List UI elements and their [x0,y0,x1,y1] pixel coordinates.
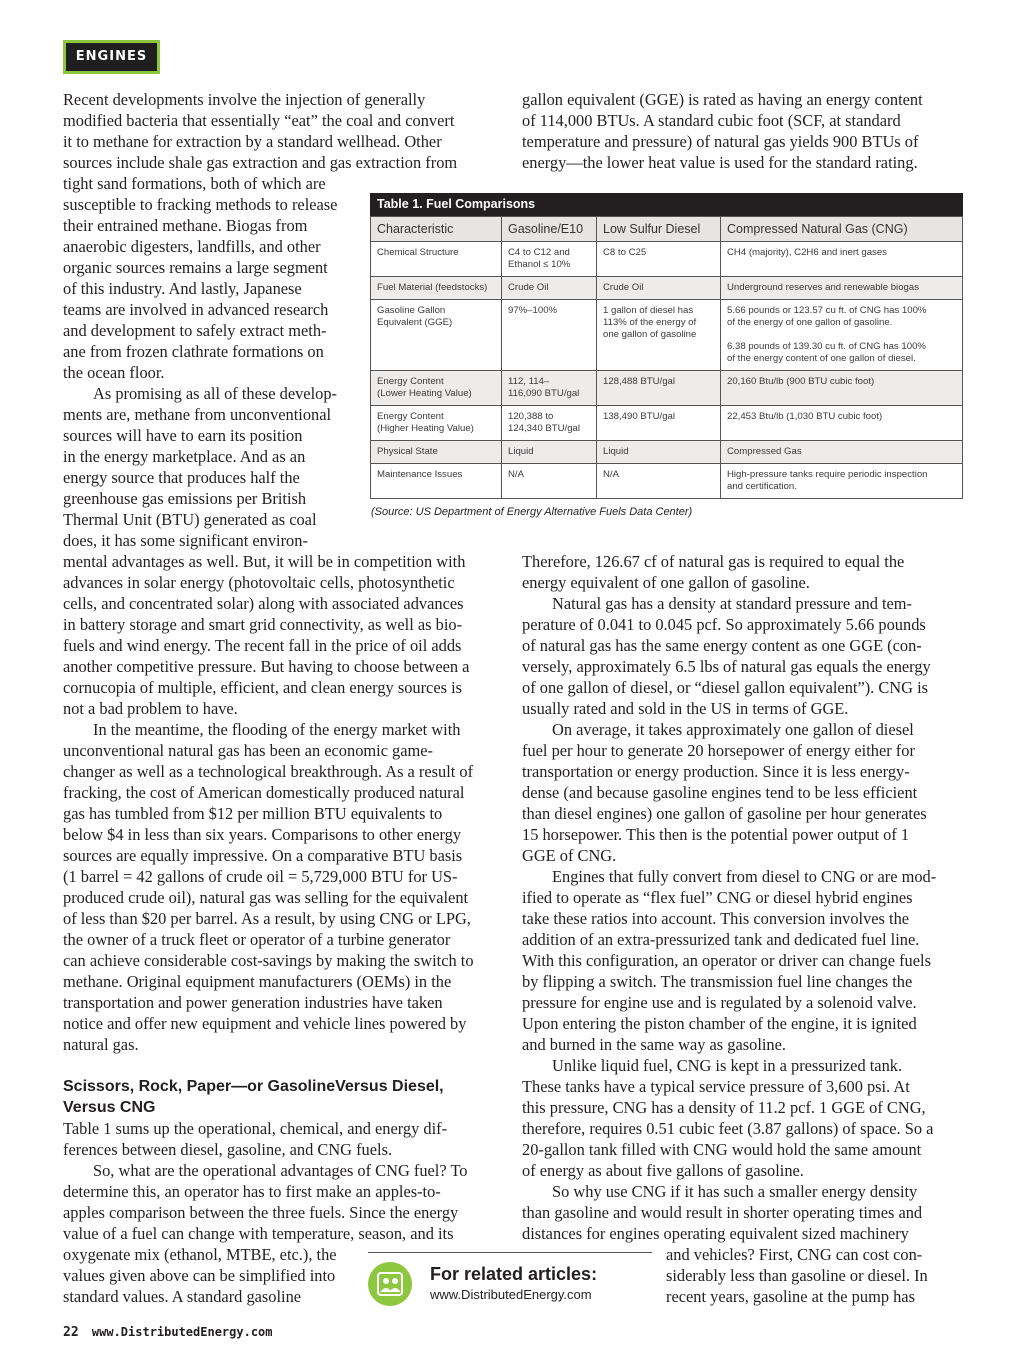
text-line: another competitive pressure. But having to choose between a [63,657,470,676]
text-line: advances in solar energy (photovoltaic cells, photosynthetic [63,573,455,592]
text-line: sources are equally impressive. On a comparative BTU basis [63,846,463,865]
text-line: With this configuration, an operator or driver can change fuels [522,951,931,970]
table-cell: 5.66 pounds or 123.57 cu ft. of CNG has 100% of the energy of one gallon of gasoline. 6.38 pounds of 139.30 cu ft. of CNG has 100% of the energy content of one gallon of diesel. [721,300,963,371]
fuel-comparison-table [370,193,962,499]
paragraph [522,551,942,593]
paragraph [522,866,960,1055]
text-line: determine this, an operator has to first make an apples-to- [63,1182,441,1201]
paragraph [63,1118,487,1160]
table-cell: Liquid [502,441,597,464]
text-line: Thermal Unit (BTU) generated as coal [63,510,317,529]
text-line: (1 barrel = 42 gallons of crude oil = 5,729,000 BTU for US- [63,867,458,886]
table-cell: 1 gallon of diesel has 113% of the energy of one gallon of gasoline [597,300,721,371]
table-cell: Fuel Material (feedstocks) [371,277,502,300]
text-line: can achieve considerable cost-savings by making the switch to [63,951,474,970]
table-cell: 20,160 Btu/lb (900 BTU cubic foot) [721,371,963,406]
text-line: in battery storage and smart grid connectivity, as well as bio- [63,615,463,634]
text-line: Therefore, 126.67 cf of natural gas is required to equal the [522,552,905,571]
text-line: therefore, requires 0.51 cubic feet (3.87 gallons) of space. So a [522,1119,934,1138]
table-cell: 128,488 BTU/gal [597,371,721,406]
text-line: of natural gas has the same energy content as one GGE (con- [522,636,922,655]
text-line: apples comparison between the three fuels. Since the energy [63,1203,459,1222]
paragraph [63,551,495,719]
table-cell: Maintenance Issues [371,464,502,499]
paragraph [63,173,353,383]
people-icon [368,1262,412,1306]
text-line: cells, and concentrated solar) along with associated advances [63,594,464,613]
text-line: not a bad problem to have. [63,699,238,718]
table-source: (Source: US Department of Energy Alternative Fuels Data Center) [371,506,693,518]
paragraph [63,89,491,173]
table-row [371,464,963,499]
table-cell: 138,490 BTU/gal [597,406,721,441]
paragraph [63,1160,487,1244]
text-line: Unlike liquid fuel, CNG is kept in a pressurized tank. [552,1056,903,1075]
table-cell: Liquid [597,441,721,464]
text-line: changer as well as a technological breakthrough. As a result of [63,762,474,781]
table-cell: N/A [597,464,721,499]
text-line: 15 horsepower. This then is the potential power output of 1 [522,825,910,844]
column-header: Gasoline/E10 [502,217,597,242]
table-cell: 97%–100% [502,300,597,371]
table-row [371,441,963,464]
text-line: mental advantages as well. But, it will be in competition with [63,552,466,571]
text-line: anaerobic digesters, landfills, and other [63,237,321,256]
text-line: standard values. A standard gasoline [63,1287,302,1306]
text-line: greenhouse gas emissions per British [63,489,307,508]
text-line: Engines that fully convert from diesel to CNG or are mod- [552,867,937,886]
table-cell: 120,388 to 124,340 BTU/gal [502,406,597,441]
text-line: ified to operate as “flex fuel” CNG or diesel hybrid engines [522,888,913,907]
text-line: dense (and because gasoline engines tend to be less efficient [522,783,918,802]
table-cell: Energy Content (Higher Heating Value) [371,406,502,441]
text-line: susceptible to fracking methods to release [63,195,338,214]
text-line: Versus Diesel, Versus CNG [63,1078,444,1116]
table-cell: Underground reserves and renewable biogas [721,277,963,300]
text-line: the owner of a truck fleet or operator of a turbine generator [63,930,451,949]
text-line: 20-gallon tank filled with CNG would hold the same amount [522,1140,922,1159]
paragraph [522,593,952,719]
text-line: perature of 0.041 to 0.045 pcf. So approximately 5.66 pounds [522,615,926,634]
text-line: These tanks have a typical service pressure of 3,600 psi. At [522,1077,910,1096]
text-line: organic sources remains a large segment [63,258,328,277]
text-line: Recent developments involve the injection of generally [63,90,426,109]
text-line: natural gas. [63,1035,139,1054]
text-line: oxygenate mix (ethanol, MTBE, etc.), the [63,1245,337,1264]
text-line: In the meantime, the flooding of the energy market with [93,720,461,739]
text-line: energy source that produces half the [63,468,300,487]
table-cell: Crude Oil [502,277,597,300]
text-line: siderably less than gasoline or diesel. In [666,1266,928,1285]
paragraph [522,89,946,173]
text-line: produced crude oil), natural gas was selling for the equivalent [63,888,469,907]
text-line: this pressure, CNG has a density of 11.2 pcf. 1 GGE of CNG, [522,1098,926,1117]
text-line: and burned in the same way as gasoline. [522,1035,786,1054]
text-line: by flipping a switch. The transmission fuel line changes the [522,972,913,991]
table-cell: 112, 114– 116,090 BTU/gal [502,371,597,406]
page-footer [63,1325,273,1340]
text-line: of 114,000 BTUs. A standard cubic foot (SCF, at standard [522,111,901,130]
table-cell: Crude Oil [597,277,721,300]
text-line: So why use CNG if it has such a smaller energy density [552,1182,918,1201]
table-cell: Gasoline Gallon Equivalent (GGE) [371,300,502,371]
table-row [371,300,963,371]
page-number: 22 [63,1325,79,1340]
text-line: teams are involved in advanced research [63,300,329,319]
text-line: energy—the lower heat value is used for the standard rating. [522,153,918,172]
table-cell: CH4 (majority), C2H6 and inert gases [721,242,963,277]
text-line: versely, approximately 6.5 lbs of natural gas equals the energy [522,657,931,676]
text-line: Table 1 sums up the operational, chemical, and energy dif- [63,1119,448,1138]
text-line: gas has tumbled from $12 per million BTU equivalents to [63,804,443,823]
text-line: of less than $20 per barrel. As a result, by using CNG or LPG, [63,909,471,928]
paragraph [666,1244,943,1307]
text-line: values given above can be simplified into [63,1266,336,1285]
text-line: of this industry. And lastly, Japanese [63,279,302,298]
text-line: On average, it takes approximately one gallon of diesel [552,720,914,739]
table-row [371,277,963,300]
text-line: Scissors, Rock, Paper—or Gasoline [63,1078,336,1095]
paragraph [522,1055,952,1181]
table-cell: C4 to C12 and Ethanol ≤ 10% [502,242,597,277]
text-line: value of a fuel can change with temperature, season, and its [63,1224,454,1243]
text-line: fracking, the cost of American domestically produced natural [63,783,465,802]
text-line: the ocean floor. [63,363,165,382]
table-cell: N/A [502,464,597,499]
related-articles-link[interactable]: www.DistributedEnergy.com [430,1287,592,1302]
text-line: it to methane for extraction by a standard wellhead. Other [63,132,442,151]
text-line: than diesel engines) one gallon of gasoline per hour generates [522,804,927,823]
text-line: usually rated and sold in the US in terms of GGE. [522,699,849,718]
text-line: gallon equivalent (GGE) is rated as having an energy content [522,90,923,109]
paragraph [522,719,952,866]
text-line: modified bacteria that essentially “eat” the coal and convert [63,111,455,130]
paragraph [63,383,353,551]
table-cell: Chemical Structure [371,242,502,277]
table-title: Table 1. Fuel Comparisons [370,193,963,216]
text-line: notice and offer new equipment and vehicle lines powered by [63,1014,467,1033]
text-line: sources will have to earn its position [63,426,303,445]
text-line: As promising as all of these develop- [93,384,337,403]
text-line: transportation and power generation industries have taken [63,993,443,1012]
text-line: and development to safely extract meth- [63,321,327,340]
footer-site: www.DistributedEnergy.com [91,1325,273,1339]
table-row [371,242,963,277]
text-line: recent years, gasoline at the pump has [666,1287,915,1306]
text-line: take these ratios into account. This conversion involves the [522,909,910,928]
text-line: Upon entering the piston chamber of the engine, it is ignited [522,1014,917,1033]
section-tag: ENGINES [63,40,160,74]
table-cell: Energy Content (Lower Heating Value) [371,371,502,406]
text-line: transportation or energy production. Since it is less energy- [522,762,910,781]
text-line: GGE of CNG. [522,846,617,865]
table-header-row [371,217,963,242]
column-header: Low Sulfur Diesel [597,217,721,242]
text-line: distances for engines operating equivalent sized machinery [522,1224,909,1243]
text-line: So, what are the operational advantages of CNG fuel? To [93,1161,468,1180]
table-row [371,371,963,406]
text-line: temperature and pressure) of natural gas yields 900 BTUs of [522,132,919,151]
text-line: energy equivalent of one gallon of gasoline. [522,573,810,592]
text-line: pressure for engine use and is regulated by a solenoid valve. [522,993,917,1012]
section-heading [63,1076,483,1118]
text-line: ferences between diesel, gasoline, and CNG fuels. [63,1140,393,1159]
text-line: fuel per hour to generate 20 horsepower of energy either for [522,741,915,760]
table-cell: C8 to C25 [597,242,721,277]
text-line: of energy as about five gallons of gasoline. [522,1161,804,1180]
text-line: addition of an extra-pressurized tank and dedicated fuel line. [522,930,920,949]
text-line: in the energy marketplace. And as an [63,447,306,466]
column-header: Characteristic [371,217,502,242]
paragraph [63,719,495,1055]
paragraph [63,1244,353,1307]
text-line: cornucopia of multiple, efficient, and clean energy sources is [63,678,463,697]
table-cell: 22,453 Btu/lb (1,030 BTU cubic foot) [721,406,963,441]
text-line: ments are, methane from unconventional [63,405,332,424]
text-line: than gasoline and would result in shorter operating times and [522,1203,923,1222]
text-line: does, it has some significant environ- [63,531,308,550]
text-line: unconventional natural gas has been an economic game- [63,741,434,760]
table-cell: Physical State [371,441,502,464]
column-header: Compressed Natural Gas (CNG) [721,217,963,242]
text-line: below $4 in less than six years. Comparisons to other energy [63,825,462,844]
text-line: their entrained methane. Biogas from [63,216,308,235]
paragraph [522,1181,954,1244]
table-row [371,406,963,441]
related-articles-heading: For related articles: [430,1264,598,1284]
table-cell: Compressed Gas [721,441,963,464]
text-line: fuels and wind energy. The recent fall in the price of oil adds [63,636,462,655]
text-line: ane from frozen clathrate formations on [63,342,324,361]
text-line: methane. Original equipment manufacturers (OEMs) in the [63,972,452,991]
text-line: of one gallon of diesel, or “diesel gallon equivalent”). CNG is [522,678,929,697]
text-line: sources include shale gas extraction and gas extraction from [63,153,458,172]
divider [368,1252,652,1253]
table-cell: High-pressure tanks require periodic inspection and certification. [721,464,963,499]
text-line: tight sand formations, both of which are [63,174,326,193]
text-line: Natural gas has a density at standard pressure and tem- [552,594,913,613]
text-line: and vehicles? First, CNG can cost con- [666,1245,923,1264]
